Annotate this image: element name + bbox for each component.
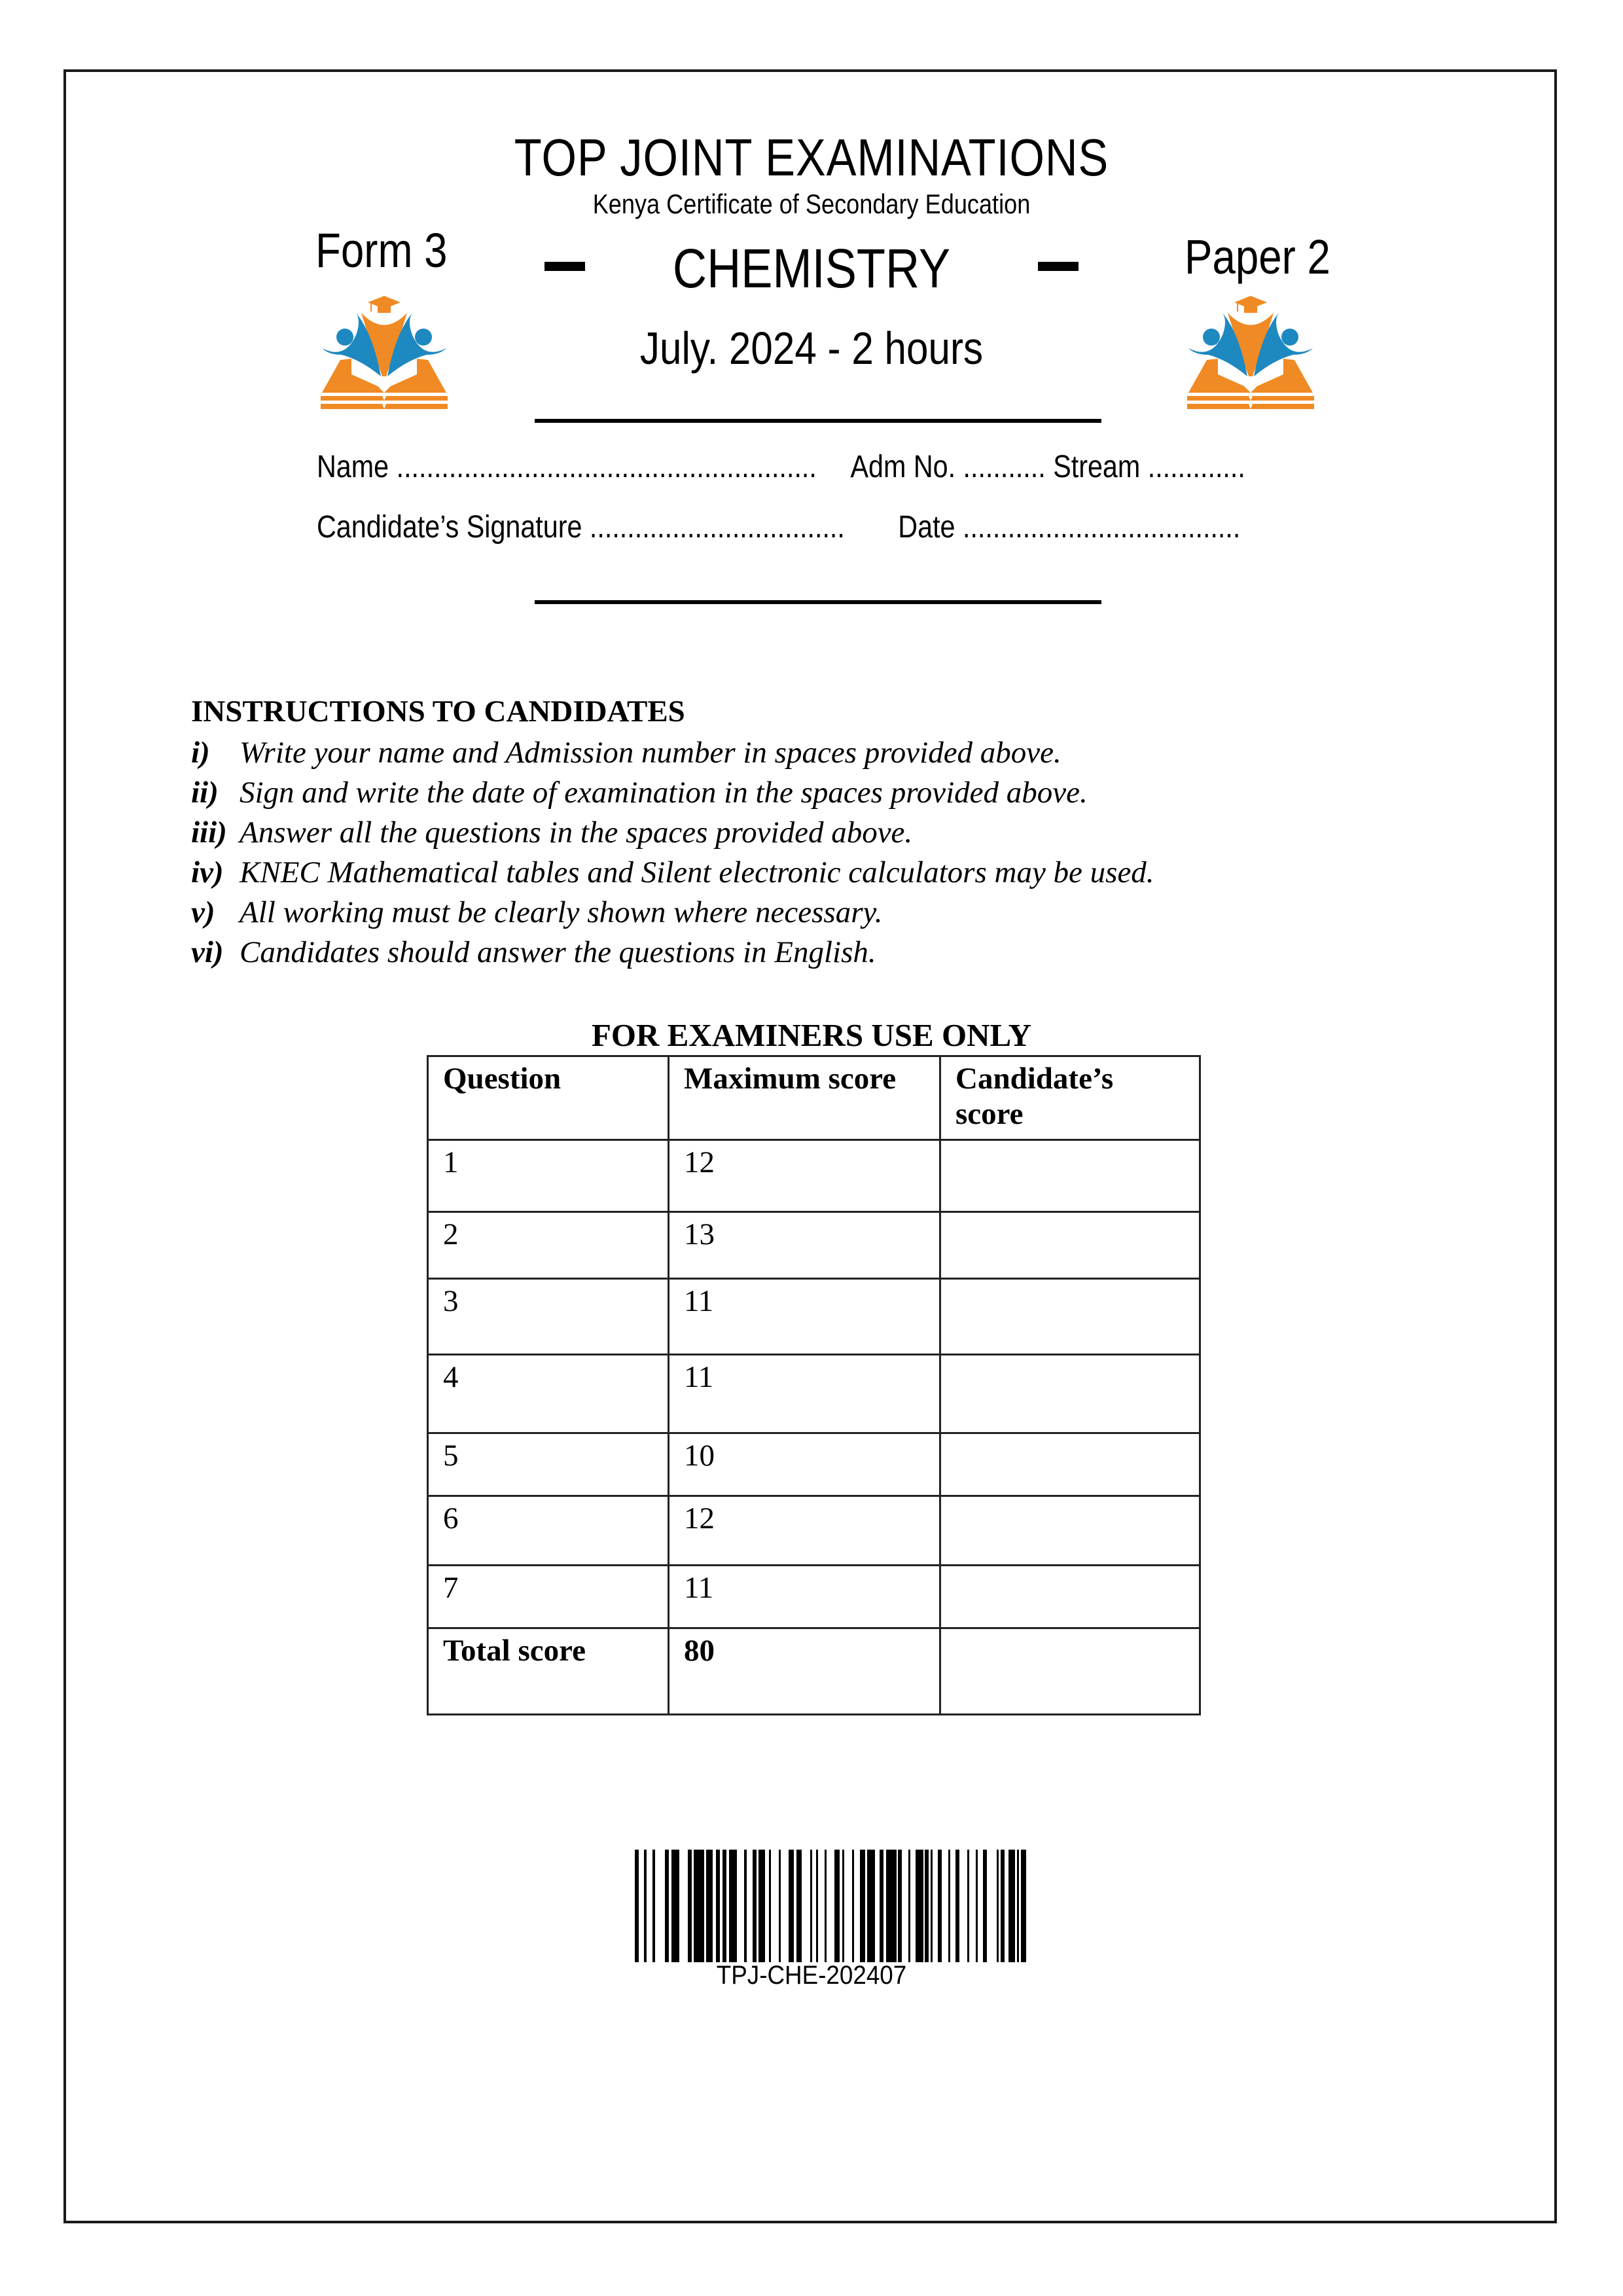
total-max-score: 80 bbox=[669, 1628, 940, 1715]
total-row bbox=[428, 1628, 1200, 1715]
question-number: 4 bbox=[428, 1355, 669, 1433]
signature-date-row bbox=[317, 509, 1240, 545]
instruction-item: v) All working must be clearly shown where necessary. bbox=[191, 895, 883, 929]
organization-title: TOP JOINT EXAMINATIONS bbox=[514, 128, 1109, 187]
max-score: 11 bbox=[669, 1279, 940, 1355]
paper-number: Paper 2 bbox=[1185, 230, 1330, 284]
school-logo-icon bbox=[315, 295, 453, 412]
adm-field[interactable]: ........... bbox=[963, 450, 1046, 484]
max-score: 12 bbox=[669, 1140, 940, 1212]
school-logo-icon bbox=[1182, 295, 1319, 412]
column-header-question: Question bbox=[428, 1056, 669, 1140]
candidate-score-cell[interactable] bbox=[940, 1355, 1200, 1433]
max-score: 10 bbox=[669, 1433, 940, 1496]
max-score: 11 bbox=[669, 1566, 940, 1628]
table-row bbox=[428, 1496, 1200, 1566]
column-header-candidate-score: Candidate’s score bbox=[940, 1056, 1200, 1140]
candidate-score-cell[interactable] bbox=[940, 1496, 1200, 1566]
instruction-item: iii) Answer all the questions in the spaces provided above. bbox=[191, 816, 913, 850]
name-field[interactable]: ........................................................ bbox=[396, 450, 817, 484]
total-label: Total score bbox=[428, 1628, 669, 1715]
name-label: Name bbox=[317, 450, 389, 484]
name-adm-stream-row bbox=[317, 449, 1245, 485]
signature-field[interactable]: .................................. bbox=[589, 510, 845, 545]
question-number: 6 bbox=[428, 1496, 669, 1566]
date-field[interactable]: ..................................... bbox=[962, 510, 1241, 545]
barcode-icon bbox=[635, 1850, 1086, 1962]
examiners-score-table bbox=[427, 1055, 1201, 1715]
candidate-score-cell[interactable] bbox=[940, 1279, 1200, 1355]
header-divider-bottom bbox=[535, 600, 1101, 604]
max-score: 13 bbox=[669, 1212, 940, 1279]
certificate-subtitle: Kenya Certificate of Secondary Education bbox=[592, 188, 1031, 219]
table-header-row bbox=[428, 1056, 1200, 1140]
instructions-section bbox=[191, 694, 1154, 973]
instruction-item: i) Write your name and Admission number in spaces provided above. bbox=[191, 736, 1061, 770]
instruction-item: iv) KNEC Mathematical tables and Silent electronic calculators may be used. bbox=[191, 855, 1154, 889]
column-header-max-score: Maximum score bbox=[669, 1056, 940, 1140]
candidate-score-cell[interactable] bbox=[940, 1140, 1200, 1212]
subject-title: CHEMISTRY bbox=[672, 238, 951, 299]
stream-field[interactable]: ............. bbox=[1147, 450, 1245, 484]
candidate-score-cell[interactable] bbox=[940, 1212, 1200, 1279]
max-score: 11 bbox=[669, 1355, 940, 1433]
adm-label: Adm No. bbox=[850, 450, 956, 484]
candidate-score-cell[interactable] bbox=[940, 1566, 1200, 1628]
instruction-item: ii) Sign and write the date of examination in the spaces provided above. bbox=[191, 776, 1088, 810]
table-row bbox=[428, 1355, 1200, 1433]
dash-right bbox=[1038, 262, 1079, 271]
session-date: July. 2024 - 2 hours bbox=[639, 323, 984, 374]
table-row bbox=[428, 1212, 1200, 1279]
max-score: 12 bbox=[669, 1496, 940, 1566]
question-number: 1 bbox=[428, 1140, 669, 1212]
table-row bbox=[428, 1566, 1200, 1628]
total-candidate-score-cell[interactable] bbox=[940, 1628, 1200, 1715]
examiners-heading: FOR EXAMINERS USE ONLY bbox=[591, 1017, 1032, 1053]
stream-label: Stream bbox=[1053, 450, 1141, 484]
form-level: Form 3 bbox=[315, 223, 448, 278]
date-label: Date bbox=[898, 510, 955, 545]
instruction-item: vi) Candidates should answer the questions in English. bbox=[191, 935, 876, 969]
signature-label: Candidate’s Signature bbox=[317, 510, 582, 545]
question-number: 2 bbox=[428, 1212, 669, 1279]
question-number: 3 bbox=[428, 1279, 669, 1355]
candidate-score-cell[interactable] bbox=[940, 1433, 1200, 1496]
table-row bbox=[428, 1433, 1200, 1496]
instructions-heading: INSTRUCTIONS TO CANDIDATES bbox=[191, 694, 685, 728]
header-divider-top bbox=[535, 419, 1101, 423]
table-row bbox=[428, 1140, 1200, 1212]
question-number: 5 bbox=[428, 1433, 669, 1496]
question-number: 7 bbox=[428, 1566, 669, 1628]
barcode-label: TPJ-CHE-202407 bbox=[716, 1961, 907, 1990]
table-row bbox=[428, 1279, 1200, 1355]
